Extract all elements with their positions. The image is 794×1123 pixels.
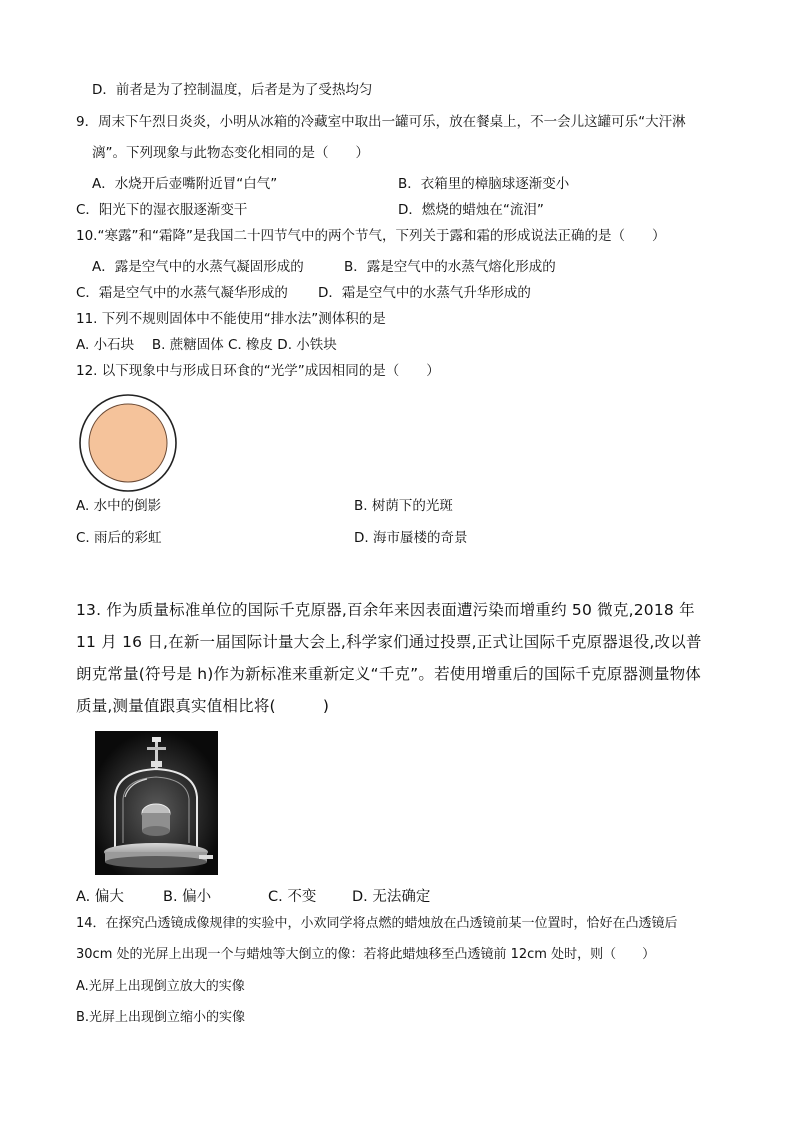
q12-option-d: D. 海市蜃楼的奇景	[354, 530, 468, 546]
q9-stem-line2: 漓”。下列现象与此物态变化相同的是（ ）	[92, 145, 369, 161]
q10-stem: 10.“寒露”和“霜降”是我国二十四节气中的两个节气，下列关于露和霜的形成说法正确的是（ ）	[76, 228, 666, 244]
q12-stem: 12. 以下现象中与形成日环食的“光学”成因相同的是（ ）	[76, 363, 440, 379]
q13-stem-line2: 11 月 16 日,在新一届国际计量大会上,科学家们通过投票,正式让国际千克原器退役,改以普	[76, 633, 702, 651]
q9-option-d: D．燃烧的蜡烛在“流泪”	[398, 202, 544, 218]
q10-option-a: A．露是空气中的水蒸气凝固形成的	[92, 259, 304, 275]
q9-option-b: B．衣箱里的樟脑球逐渐变小	[398, 176, 570, 192]
eclipse-sun-disc	[89, 404, 167, 482]
q12-option-c: C. 雨后的彩虹	[76, 530, 162, 546]
q12-option-a: A. 水中的倒影	[76, 498, 162, 514]
q9-option-a: A．水烧开后壶嘴附近冒“白气”	[92, 176, 278, 192]
q9-stem-line1: 9．周末下午烈日炎炎，小明从冰箱的冷藏室中取出一罐可乐，放在餐桌上，不一会儿这罐可乐“大汗淋	[76, 114, 686, 130]
q11-stem: 11. 下列不规则固体中不能使用“排水法”测体积的是	[76, 311, 386, 327]
q13-stem-line3: 朗克常量(符号是 h)作为新标准来重新定义“千克”。若使用增重后的国际千克原器测量物体	[76, 665, 702, 683]
q14-stem-line2: 30cm 处的光屏上出现一个与蜡烛等大倒立的像：若将此蜡烛移至凸透镜前 12cm 处时，则（ ）	[76, 947, 656, 962]
q10-option-d: D．霜是空气中的水蒸气升华形成的	[318, 285, 531, 301]
q13-option-a: A. 偏大	[76, 889, 124, 905]
annular-eclipse-figure	[78, 393, 178, 493]
q14-stem-line1: 14．在探究凸透镜成像规律的实验中，小欢同学将点燃的蜡烛放在凸透镜前某一位置时，恰好在凸透镜后	[76, 916, 678, 931]
q13-option-d: D. 无法确定	[352, 889, 431, 905]
q13-stem-line4: 质量,测量值跟真实值相比将( )	[76, 697, 330, 715]
q13-option-c: C. 不变	[268, 889, 317, 905]
q13-stem-line1: 13. 作为质量标准单位的国际千克原器,百余年来因表面遭污染而增重约 50 微克,2018 年	[76, 601, 695, 619]
q8-option-d: D．前者是为了控制温度，后者是为了受热均匀	[92, 82, 373, 98]
q9-option-c: C．阳光下的湿衣服逐渐变干	[76, 202, 248, 218]
q12-option-b: B. 树荫下的光斑	[354, 498, 453, 514]
q14-option-a: A.光屏上出现倒立放大的实像	[76, 979, 245, 994]
q11-options: A. 小石块 B. 蔗糖固体 C. 橡皮 D. 小铁块	[76, 337, 337, 353]
kilogram-prototype-photo	[95, 731, 218, 875]
q14-option-b: B.光屏上出现倒立缩小的实像	[76, 1010, 246, 1025]
q13-option-b: B. 偏小	[163, 889, 212, 905]
q10-option-c: C．霜是空气中的水蒸气凝华形成的	[76, 285, 288, 301]
q10-option-b: B．露是空气中的水蒸气熔化形成的	[344, 259, 556, 275]
